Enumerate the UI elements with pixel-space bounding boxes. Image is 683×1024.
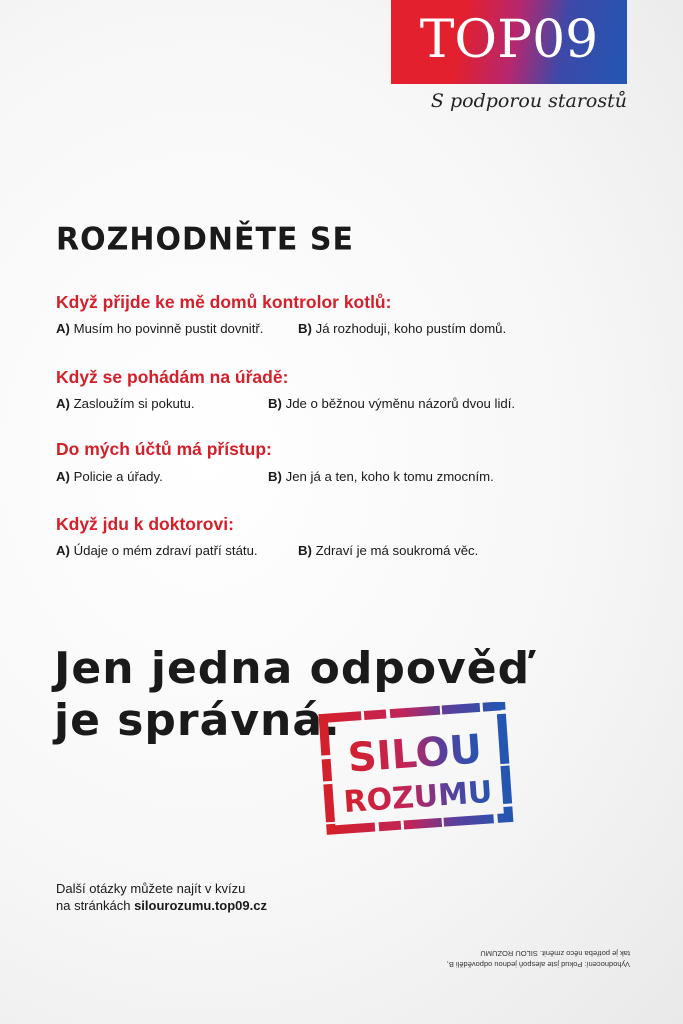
evaluation-note <box>380 948 630 970</box>
silou-rozumu-stamp <box>313 702 519 836</box>
top09-logo <box>391 0 627 84</box>
question-1: Když přijde ke mě domů kontrolor kotlů: <box>56 292 392 312</box>
footer-url: silourozumu.top09.cz <box>134 898 267 913</box>
answer-4b: B) Zdraví je má soukromá věc. <box>298 543 479 558</box>
evaluation-line-2: tak je potřeba něco změnit. SILOU ROZUMU <box>480 949 630 958</box>
answer-3b: B) Jen já a ten, koho k tomu zmocním. <box>268 469 494 484</box>
question-4: Když jdu k doktorovi: <box>56 514 234 534</box>
stamp-line-2: ROZUMU <box>342 774 494 821</box>
answer-2b: B) Jde o běžnou výměnu názorů dvou lidí. <box>268 396 516 411</box>
slogan-line-2: je správná. <box>54 695 341 746</box>
answer-1a: A) Musím ho povinně pustit dovnitř. <box>56 321 264 336</box>
logo-word: TOP <box>419 10 533 70</box>
answer-1b: B) Já rozhoduji, koho pustím domů. <box>298 321 507 336</box>
logo-text <box>391 10 627 70</box>
footer-line-1: Další otázky můžete najít v kvízu <box>56 881 246 896</box>
evaluation-line-1: Vyhodnocení: Pokud jste alespoň jednou odpověděli B, <box>446 960 630 969</box>
stamp-line-1: SILOU <box>346 726 484 782</box>
logo-number: 09 <box>532 10 599 70</box>
slogan-line-1: Jen jedna odpověď <box>54 643 531 694</box>
answer-4a: A) Údaje o mém zdraví patří státu. <box>56 543 258 558</box>
answer-2a: A) Zasloužím si pokutu. <box>56 396 195 411</box>
footer <box>56 880 267 914</box>
tagline: S podporou starostů <box>430 90 627 112</box>
question-2: Když se pohádám na úřadě: <box>56 367 289 387</box>
page-title: ROZHODNĚTE SE <box>56 221 354 258</box>
question-3: Do mých účtů má přístup: <box>56 439 272 459</box>
answer-3a: A) Policie a úřady. <box>56 469 163 484</box>
footer-line-2: na stránkách silourozumu.top09.cz <box>56 898 267 913</box>
